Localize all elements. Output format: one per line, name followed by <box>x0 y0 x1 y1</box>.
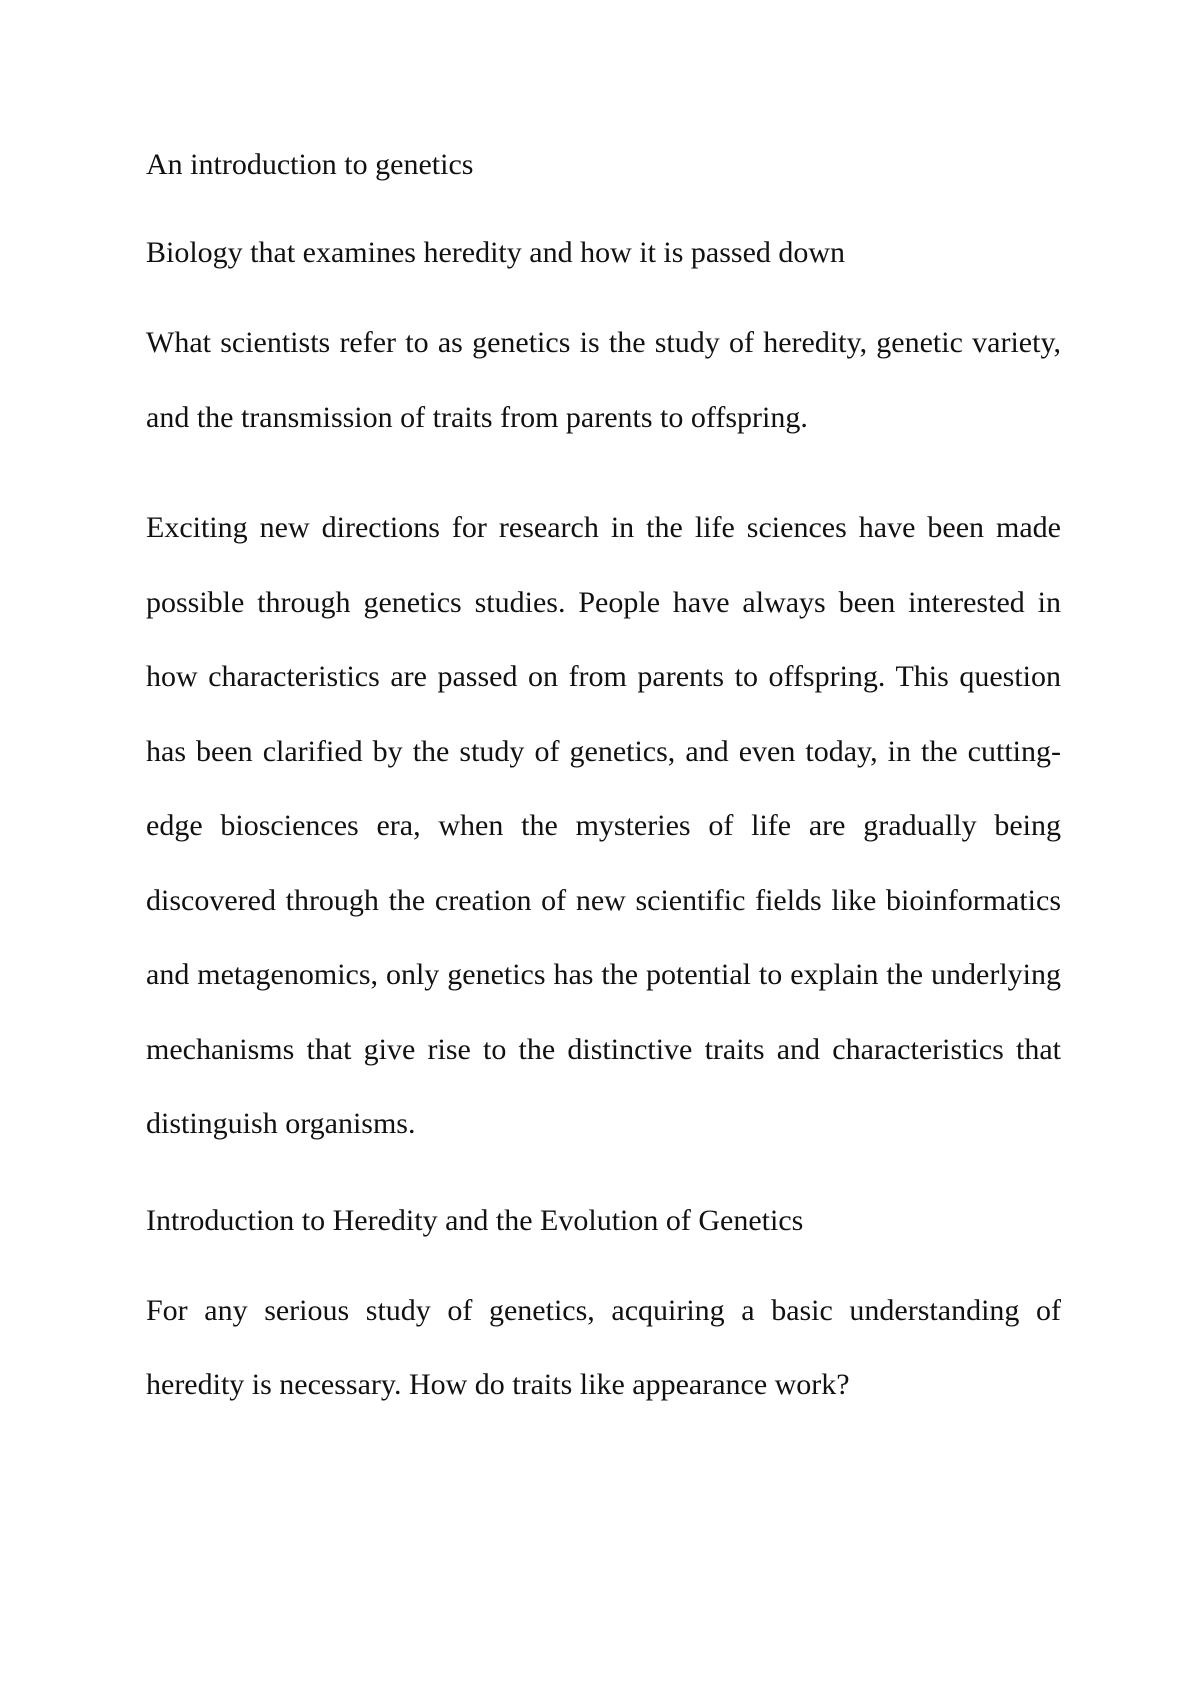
document-body <box>146 142 1061 1459</box>
document-subheading: Biology that examines heredity and how it is passed down <box>146 236 846 269</box>
paragraph-research: Exciting new directions for research in the life sciences have been made possible through genetics studies. People have always been interested in how characteristics are passed on from parents to offspring. This question has been clarified by the study of genetics, and even today, in the cutting-edge biosciences era, when the mysteries of life are gradually being discovered through the creation of new scientific fields like bioinformatics and metagenomics, only genetics has the potential to explain the underlying mechanisms that give rise to the distinctive traits and characteristics that distinguish organisms. <box>146 511 1061 1140</box>
section-heading: Introduction to Heredity and the Evolution of Genetics <box>146 1203 804 1237</box>
document-heading: An introduction to genetics <box>146 148 474 181</box>
paragraph-definition: What scientists refer to as genetics is the study of heredity, genetic variety, and the transmission of traits from parents to offspring. <box>146 326 1061 434</box>
paragraph-heredity: For any serious study of genetics, acquiring a basic understanding of heredity is necessary. How do traits like appearance work? <box>146 1293 1061 1401</box>
